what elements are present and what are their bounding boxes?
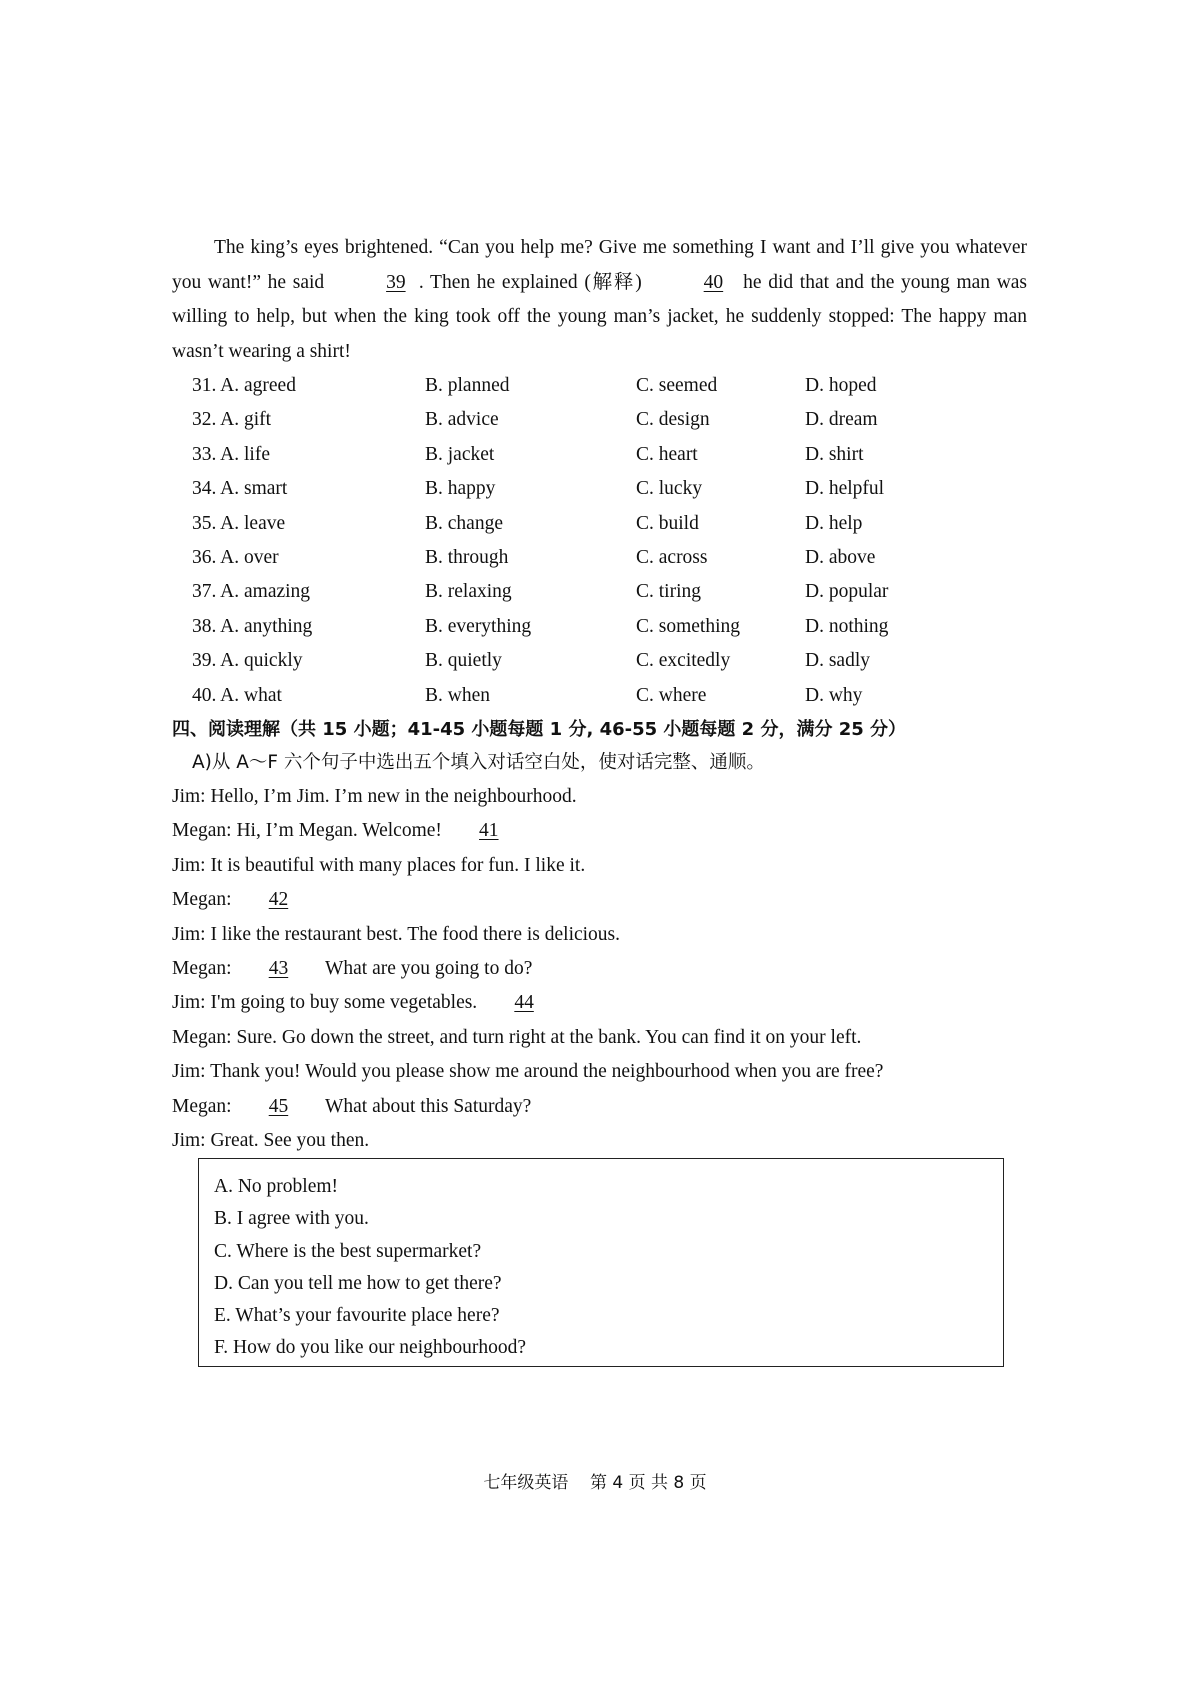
option-a: 37. A. amazing <box>192 581 311 603</box>
dialogue-line <box>172 986 1032 1020</box>
option-c: C. seemed <box>636 375 718 396</box>
option-c: C. excitedly <box>636 650 731 672</box>
option-c: C. design <box>636 409 710 431</box>
dialogue-line: Jim: Hello, I’m Jim. I’m new in the neighbourhood. <box>172 786 577 807</box>
option-b: B. quietly <box>425 650 502 672</box>
dialogue-text: What about this Saturday? <box>324 1095 532 1117</box>
dialogue-text: Megan: <box>172 889 232 911</box>
option-row <box>192 679 1032 713</box>
section-heading-text: 四、阅读理解（共 15 小题；41-45 小题每题 1 分, 46-55 小题每题 2 分，满分 25 分） <box>172 719 907 740</box>
option-c: C. heart <box>636 443 698 465</box>
dialogue-text: What are you going to do? <box>324 957 533 979</box>
option-b: B. through <box>425 546 509 568</box>
option-d: D. shirt <box>805 443 864 465</box>
option-row <box>192 644 1032 678</box>
dialogue-line: Jim: It is beautiful with many places for fun. I like it. <box>172 854 586 876</box>
option-d: D. nothing <box>805 615 889 637</box>
dialogue <box>172 780 1032 1158</box>
answer-choice-d: D. Can you tell me how to get there? <box>214 1272 502 1294</box>
option-b: B. change <box>425 512 503 534</box>
answer-choice-e: E. What’s your favourite place here? <box>214 1305 500 1327</box>
dialogue-line: Megan: Sure. Go down the street, and turn right at the bank. You can find it on your left. <box>172 1026 862 1048</box>
blank-40: 40 <box>703 271 724 293</box>
blank-41: 41 <box>479 820 499 842</box>
blank-44: 44 <box>514 992 534 1014</box>
option-b: B. jacket <box>425 443 495 465</box>
option-d: D. why <box>805 684 863 706</box>
option-d: D. dream <box>805 409 878 431</box>
dialogue-line <box>172 814 1032 848</box>
section-heading <box>172 712 906 747</box>
passage-text: The king’s eyes brightened. “Can you help me? Give me something I want and I’ll give you whatever you want!” he said <box>172 237 1027 293</box>
option-b: B. advice <box>425 409 499 431</box>
answer-choice-f: F. How do you like our neighbourhood? <box>214 1337 527 1359</box>
passage-text: . Then he explained (解释) <box>418 271 642 293</box>
option-b: B. when <box>425 684 490 706</box>
cloze-options <box>192 369 1032 713</box>
option-a: 36. A. over <box>192 546 279 568</box>
option-row <box>192 541 1032 575</box>
dialogue-line: Jim: I like the restaurant best. The food there is delicious. <box>172 923 621 945</box>
option-c: C. where <box>636 684 707 706</box>
blank-43: 43 <box>268 957 289 979</box>
option-c: C. build <box>636 512 699 534</box>
option-d: D. helpful <box>805 478 885 500</box>
reading-passage <box>172 231 1027 369</box>
option-a: 35. A. leave <box>192 512 286 534</box>
blank-39: 39 <box>386 271 406 293</box>
dialogue-line: Jim: Great. See you then. <box>172 1129 370 1151</box>
option-b: B. everything <box>425 615 532 637</box>
option-a: 40. A. what <box>192 684 282 706</box>
option-b: B. happy <box>425 478 496 500</box>
answer-choice-a: A. No problem! <box>214 1176 339 1197</box>
option-c: C. something <box>636 615 741 637</box>
option-a: 31. A. agreed <box>192 375 296 396</box>
option-b: B. relaxing <box>425 581 512 603</box>
passage-text: he did that and the young man was willing to help, but when the king took off the young man’s jacket, he suddenly stopped: The happy man wasn’t wearing a shirt! <box>172 271 1028 362</box>
option-row <box>192 610 1032 644</box>
dialogue-text: Jim: I'm going to buy some vegetables. <box>172 992 478 1014</box>
option-a: 33. A. life <box>192 443 270 465</box>
dialogue-line <box>172 1090 1032 1124</box>
answer-choice-b: B. I agree with you. <box>214 1208 369 1230</box>
dialogue-line: Jim: Thank you! Would you please show me around the neighbourhood when you are free? <box>172 1061 884 1083</box>
option-c: C. lucky <box>636 478 703 500</box>
passage-paragraph <box>172 231 1027 369</box>
blank-45: 45 <box>268 1095 289 1117</box>
option-d: D. sadly <box>805 650 870 672</box>
dialogue-text: Megan: <box>172 1095 232 1117</box>
answer-choice-c: C. Where is the best supermarket? <box>214 1240 482 1262</box>
option-row <box>192 438 1032 472</box>
answer-choices-box <box>198 1158 1004 1367</box>
option-b: B. planned <box>425 375 510 396</box>
option-a: 39. A. quickly <box>192 650 303 672</box>
option-row <box>192 403 1032 437</box>
answer-choices-list <box>199 1159 1003 1365</box>
option-a: 38. A. anything <box>192 615 313 637</box>
option-row <box>192 472 1032 506</box>
blank-42: 42 <box>268 889 289 911</box>
option-row <box>192 507 1032 541</box>
dialogue-text: Megan: Hi, I’m Megan. Welcome! <box>172 820 442 842</box>
option-row <box>192 575 1032 609</box>
page-footer: 七年级英语 第 4 页 共 8 页 <box>483 1473 707 1493</box>
option-d: D. popular <box>805 581 889 603</box>
dialogue-line <box>172 883 1032 917</box>
section-instruction: A)从 A～F 六个句子中选出五个填入对话空白处，使对话完整、通顺。 <box>192 752 765 773</box>
option-row <box>192 369 1032 403</box>
option-d: D. above <box>805 546 876 568</box>
dialogue-text: Megan: <box>172 957 232 979</box>
option-c: C. tiring <box>636 581 702 603</box>
dialogue-line <box>172 952 1032 986</box>
option-d: D. help <box>805 512 863 534</box>
option-c: C. across <box>636 546 708 568</box>
option-d: D. hoped <box>805 375 877 396</box>
option-a: 32. A. gift <box>192 409 272 431</box>
option-a: 34. A. smart <box>192 478 288 500</box>
